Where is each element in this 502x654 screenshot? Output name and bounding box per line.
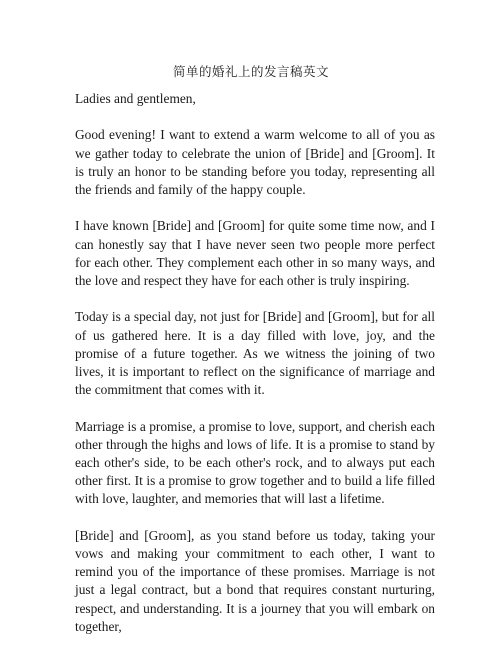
document-body xyxy=(75,90,435,654)
paragraph-5: [Bride] and [Groom], as you stand before us today, taking your vows and making your commitment to each other, I want to remind you of the importance of these promises. Marriage is not just a legal contract, but a bond that requires constant nurturing, respect, and understanding. It is a journey that you will embark on together, xyxy=(75,527,435,634)
document-title: 简单的婚礼上的发言稿英文 xyxy=(172,64,329,79)
greeting-line: Ladies and gentlemen, xyxy=(75,91,196,106)
paragraph-3: Today is a special day, not just for [Bride] and [Groom], but for all of us gathered here. It is a day filled with love, joy, and the promise of a future together. As we witness the joining of two lives, it is important to reflect on the significance of marriage and the commitment that comes with it. xyxy=(75,309,435,398)
paragraph-2: I have known [Bride] and [Groom] for quite some time now, and I can honestly say that I have never seen two people more perfect for each other. They complement each other in so many ways, and the love and respect they have for each other is truly inspiring. xyxy=(75,218,435,288)
paragraph-4: Marriage is a promise, a promise to love, support, and cherish each other through the highs and lows of life. It is a promise to stand by each other's side, to be each other's rock, and to always put each other first. It is a promise to grow together and to build a life filled with love, laughter, and memories that will last a lifetime. xyxy=(75,418,435,507)
paragraph-1: Good evening! I want to extend a warm welcome to all of you as we gather today to celebrate the union of [Bride] and [Groom]. It is truly an honor to be standing before you today, representing all the friends and family of the happy couple. xyxy=(75,127,435,197)
